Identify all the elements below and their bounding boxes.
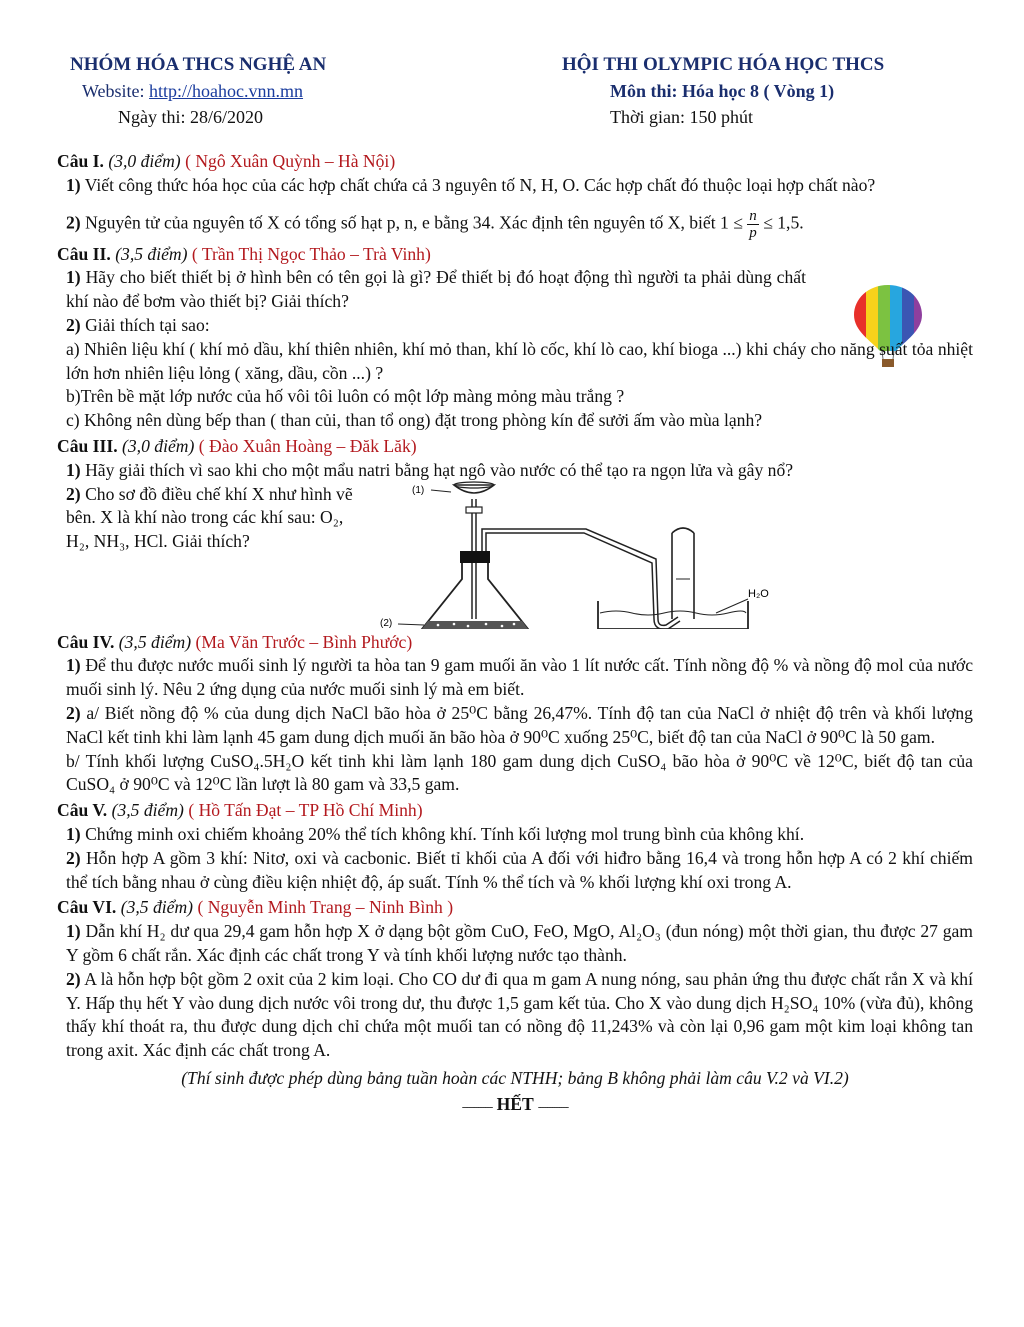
s1-question-2: 2) Nguyên tử của nguyên tố X có tổng số hạt p, n, e bằng 34. Xác định tên nguyên tố X, biết 1 ≤ $\frac{n}{p}$ ≤ 1,5. xyxy=(66,207,804,241)
s5-question-1: 1) Chứng minh oxi chiếm khoảng 20% thể tích không khí. Tính kối lượng mol trung bình của không khí. xyxy=(66,823,805,844)
exam-body xyxy=(57,148,973,1120)
section-2 xyxy=(57,243,973,433)
section-3 xyxy=(57,435,973,629)
s1-question-1: 1) Viết công thức hóa học của các hợp chất chứa cả 3 nguyên tố N, H, O. Các hợp chất đó thuộc loại hợp chất nào? xyxy=(66,174,876,195)
duration-line: Thời gian: 150 phút xyxy=(610,107,754,127)
label-2: (2) xyxy=(380,617,393,629)
s3-question-1: 1) Hãy giải thích vì sao khi cho một mẩu natri bằng hạt ngô vào nước có thể tạo ra ngọn lửa và gây nổ? xyxy=(66,459,794,480)
s4-question-2a: 2) a/ Biết nồng độ % của dung dịch NaCl bão hòa ở 25⁰C bằng 26,47%. Tính độ tan của NaCl ở nhiệt độ trên và khối lượng NaCl kết tinh khi làm lạnh 45 gam dung dịch muối ăn bão hòa ở 90⁰C xuống 25⁰C, biết độ tan của NaCl ở 90⁰C là 50 gam. xyxy=(66,702,973,747)
header-left xyxy=(70,52,326,130)
exam-note: (Thí sinh được phép dùng bảng tuần hoàn các NTHH; bảng B không phải làm câu V.2 và VI.2) xyxy=(181,1067,849,1088)
label-1: (1) xyxy=(412,484,425,496)
s6-question-1: 1) Dẫn khí H₂ dư qua 29,4 gam hỗn hợp X ở dạng bột gồm CuO, FeO, MgO, Al₂O₃ (đun nóng) một thời gian, thu được 27 gam Y gồm 6 chất rắn. Xác định các chất trong Y và tính khối lượng nước tạo thành. xyxy=(66,921,973,965)
end-marker: ------------- HẾT ------------- xyxy=(461,1093,569,1114)
section-1-heading: Câu I. (3,0 điểm) ( Ngô Xuân Quỳnh – Hà Nội) xyxy=(57,151,396,171)
section-4-heading: Câu IV. (3,5 điểm) (Ma Văn Trước – Bình Phước) xyxy=(57,631,413,652)
s4-question-2b: b/ Tính khối lượng CuSO₄.5H₂O kết tinh khi làm lạnh 180 gam dung dịch CuSO₄ bão hòa ở 90⁰C về 12⁰C, biết độ tan của CuSO₄ ở 90⁰C và 12⁰C lần lượt là 80 gam và 33,5 gam. xyxy=(66,750,973,795)
s6-question-2: 2) A là hỗn hợp bột gồm 2 oxit của 2 kim loại. Cho CO dư đi qua m gam A nung nóng, sau phản ứng thu được chất rắn X và khí Y. Hấp thụ hết Y vào dung dịch nước vôi trong dư, thu được 1,5 gam kết tủa. Cho X vào dung dịch H₂SO₄ 10% (vừa đủ), không thấy khí thoát ra, thu được dung dịch chỉ chứa một muối tan có nồng độ 11,243% và còn lại 0,96 gam một kim loại không tan trong axit. Xác định các chất trong A. xyxy=(66,968,973,1061)
s3-question-2: 2) Cho sơ đồ điều chế khí X như hình vẽ bên. X là khí nào trong các khí sau: O₂, H₂, NH₃, HCl. Giải thích? xyxy=(66,483,353,551)
section-2-heading: Câu II. (3,5 điểm) ( Trần Thị Ngọc Thảo – Trà Vinh) xyxy=(57,243,431,264)
section-5-heading: Câu V. (3,5 điểm) ( Hồ Tấn Đạt – TP Hồ Chí Minh) xyxy=(57,800,423,821)
s3-question-2-row xyxy=(57,483,973,629)
s2-question-2c: c) Không nên dùng bếp than ( than củi, than tổ ong) đặt trong phòng kín để sưởi ấm vào mùa lạnh? xyxy=(66,410,763,431)
n-over-p-fraction: $\frac{n}{p}$ xyxy=(749,207,757,241)
gas-apparatus-diagram xyxy=(376,479,796,629)
s2-question-2: 2) Giải thích tại sao: xyxy=(66,314,210,335)
website-line xyxy=(70,78,326,104)
group-title: NHÓM HÓA THCS NGHỆ AN xyxy=(70,54,327,75)
header-right xyxy=(562,52,884,130)
section-3-heading: Câu III. (3,0 điểm) ( Đào Xuân Hoàng – Đăk Lăk) xyxy=(57,435,417,456)
website-label: Website: xyxy=(82,81,150,101)
section-4 xyxy=(57,631,973,798)
section-1 xyxy=(57,150,973,241)
s5-question-2: 2) Hỗn hợp A gồm 3 khí: Nitơ, oxi và cacbonic. Biết tỉ khối của A đối với hiđro bằng 16,4 và trong hỗn hợp A có 2 khí chiếm thể tích bằng nhau ở cùng điều kiện nhiệt độ, áp suất. Tính % thể tích và % khối lượng khí oxi trong A. xyxy=(66,847,973,892)
website-link[interactable]: http://hoahoc.vnn.mn xyxy=(149,81,304,101)
subject-line: Môn thi: Hóa học 8 ( Vòng 1) xyxy=(610,81,835,101)
s2-question-2b: b)Trên bề mặt lớp nước của hố vôi tôi luôn có một lớp màng mỏng màu trắng ? xyxy=(66,386,625,407)
section-6-heading: Câu VI. (3,5 điểm) ( Nguyễn Minh Trang – Ninh Bình ) xyxy=(57,897,454,918)
label-h2o: H₂O xyxy=(748,587,769,600)
s4-question-1: 1) Để thu được nước muối sinh lý người ta hòa tan 9 gam muối ăn vào 1 lít nước cất. Tính nồng độ % và nồng độ mol của nước muối sinh lý. Nêu 2 ứng dụng của nước muối sinh lý mà em biết. xyxy=(66,655,974,700)
section-6 xyxy=(57,896,973,1063)
section-5 xyxy=(57,799,973,894)
s2-question-1: 1) Hãy cho biết thiết bị ở hình bên có tên gọi là gì? Để thiết bị đó hoạt động thì người ta phải dùng chất khí nào để bơm vào thiết bị? Giải thích? xyxy=(66,267,806,312)
contest-title: HỘI THI OLYMPIC HÓA HỌC THCS xyxy=(562,54,885,75)
exam-date: Ngày thi: 28/6/2020 xyxy=(118,107,263,127)
s2-question-2a: a) Nhiên liệu khí ( khí mỏ dầu, khí thiên nhiên, khí mỏ than, khí lò cốc, khí lò cao, khí bioga ...) khi cháy cho năng suất tỏa nhiệt lớn hơn nhiên liệu lỏng ( xăng, dầu, cồn ...) ? xyxy=(66,338,973,383)
